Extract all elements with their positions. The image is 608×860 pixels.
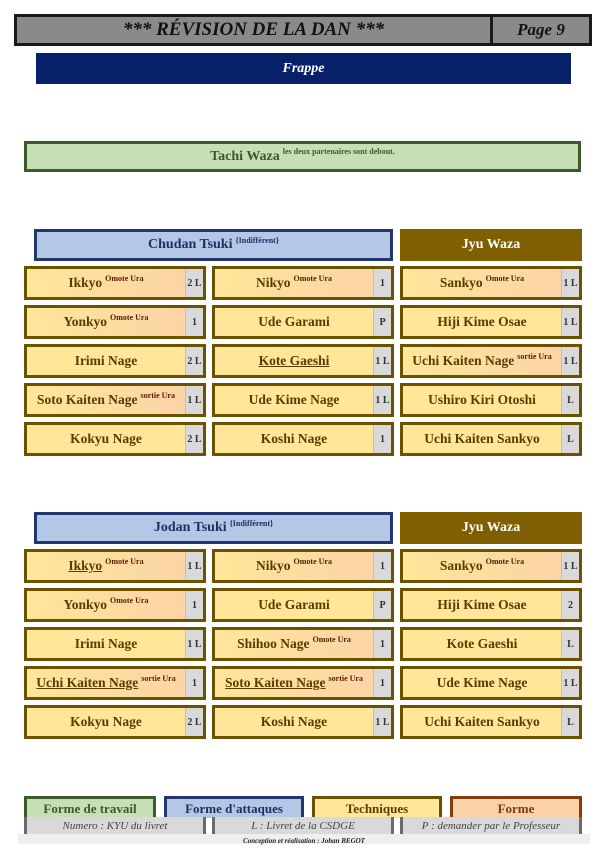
technique-cell (400, 627, 582, 661)
jyu-waza-header: Jyu Waza (400, 512, 582, 544)
technique-name: Ikkyo (68, 275, 103, 290)
legend-numero: Numero : KYU du livret (24, 817, 206, 837)
technique-code: L (561, 630, 579, 658)
technique-name: Soto Kaiten Nage (37, 392, 138, 407)
technique-name-wrap (403, 425, 561, 453)
technique-cell (212, 422, 394, 456)
technique-code: L (561, 708, 579, 736)
technique-variant: Omote Ura (485, 556, 525, 566)
technique-variant: sortie Ura (517, 351, 552, 361)
tachi-waza-label: Tachi Waza (210, 148, 280, 164)
technique-variant: Omote Ura (293, 556, 332, 566)
attack-header (34, 512, 393, 544)
technique-code: 2 L (185, 269, 203, 297)
technique-cell (24, 627, 206, 661)
technique-code: 1 L (373, 708, 391, 736)
technique-cell (400, 305, 582, 339)
technique-name: Ude Garami (258, 597, 330, 612)
jyu-waza-header: Jyu Waza (400, 229, 582, 261)
technique-name-wrap (215, 708, 373, 736)
technique-code: 1 (373, 669, 391, 697)
tachi-waza-header (24, 141, 581, 172)
legend-forme-attaques: Forme d'attaques (164, 796, 304, 818)
technique-cell (24, 344, 206, 378)
technique-code: 1 (373, 552, 391, 580)
technique-name: Nikyo (256, 558, 291, 573)
technique-code: 1 (185, 669, 203, 697)
technique-name-wrap (403, 386, 561, 414)
technique-name-wrap (27, 630, 185, 658)
technique-variant: sortie Ura (141, 673, 176, 683)
technique-name-wrap (215, 591, 373, 619)
attack-note: {Indifférent} (235, 235, 279, 245)
footer-credit: Conception et réalisation : Johan BEGOT (243, 837, 365, 845)
technique-cell (24, 305, 206, 339)
technique-name: Kote Gaeshi (446, 636, 518, 651)
technique-name: Kokyu Nage (70, 431, 142, 446)
technique-code: 2 L (185, 347, 203, 375)
technique-name-wrap (27, 308, 185, 336)
technique-code: L (561, 425, 579, 453)
technique-cell (212, 588, 394, 622)
technique-name-wrap (27, 386, 185, 414)
technique-name-wrap (27, 708, 185, 736)
legend-forme: Forme (450, 796, 582, 818)
technique-code: 1 (373, 425, 391, 453)
technique-variant: Omote Ura (105, 556, 144, 566)
technique-variant: sortie Ura (328, 673, 363, 683)
technique-name: Yonkyo (63, 314, 108, 329)
technique-code: 1 L (185, 386, 203, 414)
technique-name-wrap (403, 347, 561, 375)
technique-name: Ude Kime Nage (248, 392, 340, 407)
technique-cell (400, 666, 582, 700)
technique-name-wrap (27, 552, 185, 580)
attack-label: Chudan Tsuki (148, 237, 233, 252)
technique-name-wrap (27, 425, 185, 453)
technique-variant: Omote Ura (110, 595, 149, 605)
technique-cell (400, 549, 582, 583)
technique-variant: Omote Ura (110, 312, 149, 322)
technique-code: 1 (185, 308, 203, 336)
technique-name-wrap (403, 591, 561, 619)
technique-cell (400, 266, 582, 300)
technique-name-wrap (27, 669, 185, 697)
technique-cell (212, 383, 394, 417)
technique-code: 1 L (561, 669, 579, 697)
technique-cell (212, 266, 394, 300)
technique-cell (212, 344, 394, 378)
technique-cell (400, 344, 582, 378)
technique-name-wrap (215, 630, 373, 658)
technique-name: Irimi Nage (74, 636, 138, 651)
page-number: Page 9 (517, 20, 565, 39)
technique-code: 1 L (561, 269, 579, 297)
legend-livret: L : Livret de la CSDGE (212, 817, 394, 837)
technique-name: Soto Kaiten Nage (225, 675, 326, 690)
legend-forme-travail: Forme de travail (24, 796, 156, 818)
technique-cell (212, 305, 394, 339)
technique-cell (400, 588, 582, 622)
technique-code: 1 L (373, 347, 391, 375)
technique-name-wrap (215, 308, 373, 336)
technique-code: P (373, 591, 391, 619)
technique-name: Yonkyo (63, 597, 108, 612)
technique-name: Ushiro Kiri Otoshi (428, 392, 536, 407)
technique-cell (212, 549, 394, 583)
technique-name: Uchi Kaiten Nage (412, 353, 515, 368)
technique-name-wrap (403, 552, 561, 580)
technique-cell (24, 266, 206, 300)
technique-name-wrap (403, 630, 561, 658)
technique-cell (24, 705, 206, 739)
technique-name-wrap (27, 347, 185, 375)
technique-name-wrap (215, 552, 373, 580)
technique-name-wrap (215, 425, 373, 453)
category-banner: Frappe (36, 53, 571, 84)
technique-cell (212, 705, 394, 739)
technique-cell (400, 705, 582, 739)
technique-name-wrap (403, 669, 561, 697)
technique-name-wrap (27, 269, 185, 297)
technique-name-wrap (403, 308, 561, 336)
technique-name: Shihoo Nage (237, 636, 310, 651)
technique-cell (24, 588, 206, 622)
technique-code: 1 L (561, 308, 579, 336)
technique-code: 2 L (185, 708, 203, 736)
technique-name: Uchi Kaiten Sankyo (424, 431, 540, 446)
technique-cell (400, 422, 582, 456)
technique-code: L (561, 386, 579, 414)
technique-name-wrap (215, 386, 373, 414)
technique-name-wrap (215, 347, 373, 375)
technique-name: Koshi Nage (260, 714, 328, 729)
technique-name-wrap (403, 708, 561, 736)
technique-cell (24, 422, 206, 456)
technique-variant: sortie Ura (140, 390, 175, 400)
technique-code: 1 L (185, 552, 203, 580)
legend-techniques: Techniques (312, 796, 442, 818)
technique-name: Hiji Kime Osae (437, 314, 527, 329)
technique-name: Uchi Kaiten Sankyo (424, 714, 540, 729)
technique-name: Koshi Nage (260, 431, 328, 446)
technique-name: Ude Garami (258, 314, 330, 329)
technique-code: 1 L (373, 386, 391, 414)
technique-cell (400, 383, 582, 417)
technique-code: 1 (185, 591, 203, 619)
technique-cell (24, 383, 206, 417)
legend-professeur: P : demander par le Professeur (400, 817, 582, 837)
technique-name: Nikyo (256, 275, 291, 290)
technique-variant: Omote Ura (293, 273, 332, 283)
technique-code: 1 L (561, 552, 579, 580)
technique-name: Sankyo (439, 275, 483, 290)
technique-code: P (373, 308, 391, 336)
technique-name: Ude Kime Nage (436, 675, 528, 690)
technique-variant: Omote Ura (105, 273, 144, 283)
technique-name: Kokyu Nage (70, 714, 142, 729)
technique-name: Irimi Nage (74, 353, 138, 368)
page-title: *** RÉVISION DE LA DAN *** (17, 17, 493, 43)
technique-name-wrap (403, 269, 561, 297)
technique-variant: Omote Ura (312, 634, 351, 644)
technique-name: Hiji Kime Osae (437, 597, 527, 612)
technique-name-wrap (27, 591, 185, 619)
technique-name: Kote Gaeshi (258, 353, 330, 368)
page-header (14, 14, 592, 46)
technique-cell (24, 549, 206, 583)
technique-name: Sankyo (439, 558, 483, 573)
technique-code: 2 L (185, 425, 203, 453)
attack-note: {Indifférent} (229, 518, 274, 528)
technique-name-wrap (215, 669, 373, 697)
technique-code: 2 (561, 591, 579, 619)
technique-code: 1 L (185, 630, 203, 658)
technique-cell (24, 666, 206, 700)
technique-name: Uchi Kaiten Nage (36, 675, 139, 690)
tachi-waza-note: les deux partenaires sont debout. (282, 147, 395, 156)
technique-cell (212, 627, 394, 661)
technique-code: 1 L (561, 347, 579, 375)
technique-cell (212, 666, 394, 700)
technique-code: 1 (373, 269, 391, 297)
attack-header (34, 229, 393, 261)
attack-label: Jodan Tsuki (153, 520, 227, 535)
technique-name-wrap (215, 269, 373, 297)
technique-code: 1 (373, 630, 391, 658)
technique-variant: Omote Ura (485, 273, 525, 283)
technique-name: Ikkyo (68, 558, 103, 573)
